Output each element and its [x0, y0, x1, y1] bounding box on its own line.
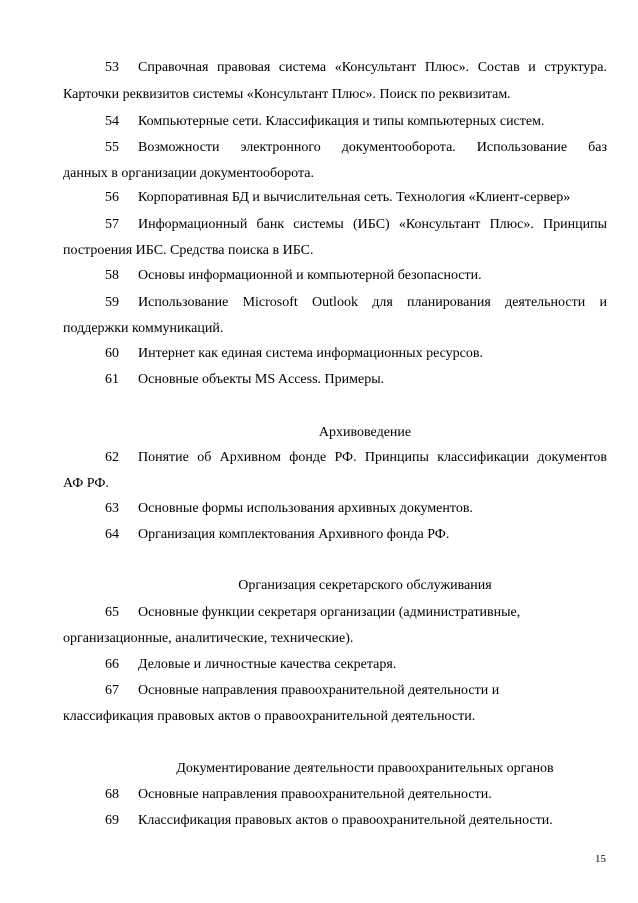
item-57-line-2: построения ИБС. Средства поиска в ИБС. — [63, 243, 314, 258]
item-60: 60 Интернет как единая система информационных ресурсов. — [105, 346, 483, 361]
item-67-line-1: 67 Основные направления правоохранительной деятельности и — [105, 683, 500, 698]
item-59-line-1: 59 Использование Microsoft Outlook для планирования деятельности и — [105, 295, 607, 310]
item-63: 63 Основные формы использования архивных документов. — [105, 501, 473, 516]
item-54: 54 Компьютерные сети. Классификация и типы компьютерных систем. — [105, 114, 545, 129]
item-68: 68 Основные направления правоохранительной деятельности. — [105, 787, 492, 802]
item-57-line-1: 57 Информационный банк системы (ИБС) «Консультант Плюс». Принципы — [105, 217, 607, 232]
item-66: 66 Деловые и личностные качества секретаря. — [105, 657, 397, 672]
item-62-line-1: 62 Понятие об Архивном фонде РФ. Принципы классификации документов — [105, 450, 607, 465]
item-65-line-1: 65 Основные функции секретаря организации (административные, — [105, 605, 521, 620]
item-58: 58 Основы информационной и компьютерной безопасности. — [105, 268, 482, 283]
section-heading-law: Документирование деятельности правоохранительных органов — [176, 761, 554, 776]
section-heading-secretary: Организация секретарского обслуживания — [238, 578, 492, 593]
item-64: 64 Организация комплектования Архивного фонда РФ. — [105, 527, 450, 542]
page-number: 15 — [595, 853, 606, 865]
item-62-line-2: АФ РФ. — [63, 476, 109, 491]
section-heading-archive: Архивоведение — [318, 425, 412, 440]
item-67-line-2: классификация правовых актов о правоохранительной деятельности. — [63, 709, 476, 724]
item-53-line-1: 53 Справочная правовая система «Консультант Плюс». Состав и структура. — [105, 60, 607, 75]
item-59-line-2: поддержки коммуникаций. — [63, 321, 224, 336]
item-61: 61 Основные объекты MS Access. Примеры. — [105, 372, 385, 387]
item-55-line-1: 55 Возможности электронного документооборота. Использование баз — [105, 140, 607, 155]
item-56: 56 Корпоративная БД и вычислительная сеть. Технология «Клиент-сервер» — [105, 190, 571, 205]
item-55-line-2: данных в организации документооборота. — [63, 166, 314, 181]
item-53-line-2: Карточки реквизитов системы «Консультант Плюс». Поиск по реквизитам. — [63, 87, 511, 102]
item-65-line-2: организационные, аналитические, технические). — [63, 631, 354, 646]
item-69: 69 Классификация правовых актов о правоохранительной деятельности. — [105, 813, 553, 828]
